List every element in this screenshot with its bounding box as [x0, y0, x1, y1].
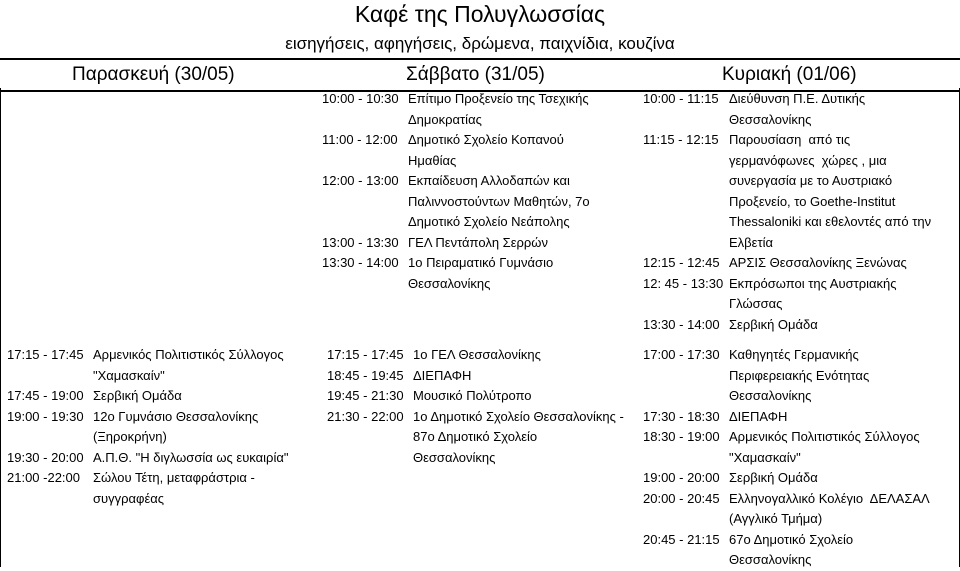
entry-line: 1ο Δημοτικό Σχολείο Θεσσαλονίκης -	[413, 408, 624, 424]
schedule-entry	[7, 448, 319, 469]
schedule-entry	[7, 345, 319, 386]
entry-line: ΑΡΣΙΣ Θεσσαλονίκης Ξενώνας	[729, 255, 907, 270]
schedule-entry	[7, 407, 319, 448]
entry-time: 17:15 - 17:45	[327, 347, 404, 362]
page-subtitle: εισηγήσεις, αφηγήσεις, δρώμενα, παιχνίδια, κουζίνα	[285, 34, 675, 53]
entry-line: Θεσσαλονίκης	[729, 552, 812, 567]
entry-line: Παρουσίαση από τις	[729, 132, 851, 147]
entry-description	[413, 345, 541, 366]
schedule-entry	[327, 407, 642, 469]
day-saturday: Σάββατο (31/05)	[406, 64, 545, 85]
entry-description	[729, 130, 931, 253]
day-friday: Παρασκευή (30/05)	[72, 64, 235, 85]
entry-line: Θεσσαλονίκης	[413, 449, 496, 465]
entry-time: 18:30 - 19:00	[643, 429, 720, 444]
schedule-entry	[322, 253, 634, 294]
entry-line: ΔΙΕΠΑΦΗ	[413, 367, 472, 383]
entry-line: Ελληνογαλλικό Κολέγιο ΔΕΛΑΣΑΛ	[729, 490, 930, 506]
entry-line: 67ο Δημοτικό Σχολείο	[729, 531, 854, 547]
entry-time: 19:30 - 20:00	[7, 449, 84, 465]
entry-description	[413, 386, 532, 407]
entry-line: Αρμενικός Πολιτιστικός Σύλλογος	[93, 347, 284, 362]
entry-description	[93, 448, 288, 469]
entry-line: Thessaloniki και εθελοντές από την	[729, 214, 932, 229]
entry-description	[93, 345, 284, 386]
entry-description	[729, 274, 897, 315]
entry-line: 87ο Δημοτικό Σχολείο	[413, 429, 538, 444]
schedule-entry	[322, 171, 634, 233]
entry-description	[408, 171, 590, 233]
sunday-morning-schedule	[643, 89, 958, 335]
schedule-entry	[643, 407, 958, 428]
friday-evening-schedule	[7, 345, 319, 509]
entry-line: Σερβική Ομάδα	[729, 470, 818, 485]
entry-line: Αρμενικός Πολιτιστικός Σύλλογος	[729, 429, 920, 444]
entry-line: συγγραφέας	[93, 490, 165, 506]
entry-line: (Ξηροκρήνη)	[93, 429, 167, 444]
entry-description	[729, 315, 818, 336]
schedule-entry	[322, 89, 634, 130]
entry-line: Θεσσαλονίκης	[408, 275, 491, 291]
entry-description	[413, 366, 471, 387]
entry-line: Παλιννοστούντων Μαθητών, 7ο	[408, 193, 590, 209]
entry-description	[93, 407, 258, 448]
entry-time: 13:00 - 13:30	[322, 234, 399, 250]
entry-time: 17:45 - 19:00	[7, 388, 84, 403]
entry-description	[408, 89, 589, 130]
entry-line: "Χαμασκαίν"	[93, 367, 165, 383]
entry-line: Α.Π.Θ. "Η διγλωσσία ως ευκαιρία"	[93, 449, 289, 465]
entry-time: 21:00 -22:00	[7, 470, 81, 485]
entry-description	[729, 427, 920, 468]
schedule-entry	[643, 345, 958, 407]
schedule-entry	[643, 253, 958, 274]
schedule-entry	[643, 89, 958, 130]
page-title: Καφέ της Πολυγλωσσίας	[354, 1, 606, 27]
entry-line: 12ο Γυμνάσιο Θεσσαλονίκης	[93, 408, 259, 424]
entry-line: Μουσικό Πολύτροπο	[413, 388, 532, 403]
entry-description	[408, 253, 553, 294]
entry-line: ΓΕΛ Πεντάπολη Σερρών	[408, 234, 548, 250]
entry-line: Δημοκρατίας	[408, 111, 482, 127]
entry-description	[413, 407, 624, 469]
entry-time: 21:30 - 22:00	[327, 408, 404, 424]
day-header-bar	[0, 58, 960, 92]
entry-line: Σώλου Τέτη, μεταφράστρια -	[93, 470, 255, 485]
entry-time: 19:00 - 20:00	[643, 470, 720, 485]
day-sunday: Κυριακή (01/06)	[722, 64, 857, 85]
entry-line: Δημοτικό Σχολείο Κοπανού	[408, 132, 564, 147]
entry-description	[729, 468, 818, 489]
entry-line: Περιφερειακής Ενότητας	[729, 367, 870, 383]
schedule-entry	[327, 345, 642, 366]
entry-description	[408, 233, 548, 254]
schedule-entry	[322, 233, 634, 254]
entry-description	[729, 345, 869, 407]
entry-time: 10:00 - 11:15	[643, 91, 719, 106]
entry-time: 17:00 - 17:30	[643, 347, 720, 362]
entry-line: Επίτιμο Προξενείο της Τσεχικής	[408, 91, 589, 106]
entry-description	[93, 468, 255, 509]
schedule-entry	[643, 130, 958, 253]
entry-description	[729, 89, 865, 130]
entry-time: 13:30 - 14:00	[322, 255, 399, 270]
schedule-entry	[643, 489, 958, 530]
entry-line: (Αγγλικό Τμήμα)	[729, 511, 823, 526]
entry-time: 19:00 - 19:30	[7, 408, 84, 424]
entry-line: Γλώσσας	[729, 296, 783, 311]
entry-line: γερμανόφωνες χώρες , μια	[729, 152, 887, 168]
entry-line: 1ο Πειραματικό Γυμνάσιο	[408, 255, 554, 270]
entry-description	[408, 130, 564, 171]
entry-time: 12: 45 - 13:30	[643, 275, 724, 291]
entry-time: 19:45 - 21:30	[327, 388, 404, 403]
entry-line: Διεύθυνση Π.Ε. Δυτικής	[729, 91, 866, 106]
saturday-evening-schedule	[327, 345, 642, 468]
entry-time: 20:45 - 21:15	[643, 531, 720, 547]
entry-time: 10:00 - 10:30	[322, 91, 399, 106]
schedule-entry	[643, 530, 958, 571]
entry-description	[729, 253, 907, 274]
entry-line: Δημοτικό Σχολείο Νεάπολης	[408, 214, 570, 229]
entry-time: 17:15 - 17:45	[7, 347, 84, 362]
entry-description	[729, 530, 853, 571]
entry-line: Προξενείο, το Goethe-Institut	[729, 193, 896, 209]
entry-line: Εκπρόσωποι της Αυστριακής	[729, 275, 897, 291]
entry-line: Ελβετία	[729, 234, 773, 250]
schedule-entry	[7, 468, 319, 509]
entry-line: 1ο ΓΕΛ Θεσσαλονίκης	[413, 347, 541, 362]
entry-time: 11:00 - 12:00	[322, 132, 398, 147]
entry-time: 12:15 - 12:45	[643, 255, 720, 270]
schedule-entry	[327, 386, 642, 407]
entry-line: Θεσσαλονίκης	[729, 388, 812, 403]
entry-line: Εκπαίδευση Αλλοδαπών και	[408, 173, 570, 188]
entry-line: ΔΙΕΠΑΦΗ	[729, 408, 788, 424]
entry-time: 18:45 - 19:45	[327, 367, 404, 383]
left-border	[0, 88, 1, 567]
entry-time: 11:15 - 12:15	[643, 132, 719, 147]
entry-description	[93, 386, 182, 407]
schedule-entry	[643, 274, 958, 315]
schedule-entry	[327, 366, 642, 387]
entry-time: 17:30 - 18:30	[643, 408, 720, 424]
entry-line: "Χαμασκαίν"	[729, 449, 801, 465]
entry-line: Σερβική Ομάδα	[729, 316, 818, 332]
entry-time: 20:00 - 20:45	[643, 490, 720, 506]
entry-line: Καθηγητές Γερμανικής	[729, 347, 859, 362]
entry-line: Θεσσαλονίκης	[729, 111, 812, 127]
schedule-entry	[7, 386, 319, 407]
entry-description	[729, 489, 930, 530]
schedule-entry	[643, 315, 958, 336]
schedule-entry	[643, 468, 958, 489]
schedule-entry	[643, 427, 958, 468]
saturday-morning-schedule	[322, 89, 634, 294]
entry-time: 13:30 - 14:00	[643, 316, 720, 332]
entry-time: 12:00 - 13:00	[322, 173, 399, 188]
entry-line: συνεργασία με το Αυστριακό	[729, 173, 893, 188]
sunday-evening-schedule	[643, 345, 958, 571]
schedule-entry	[322, 130, 634, 171]
entry-description	[729, 407, 787, 428]
entry-line: Σερβική Ομάδα	[93, 388, 182, 403]
entry-line: Ημαθίας	[408, 152, 457, 168]
